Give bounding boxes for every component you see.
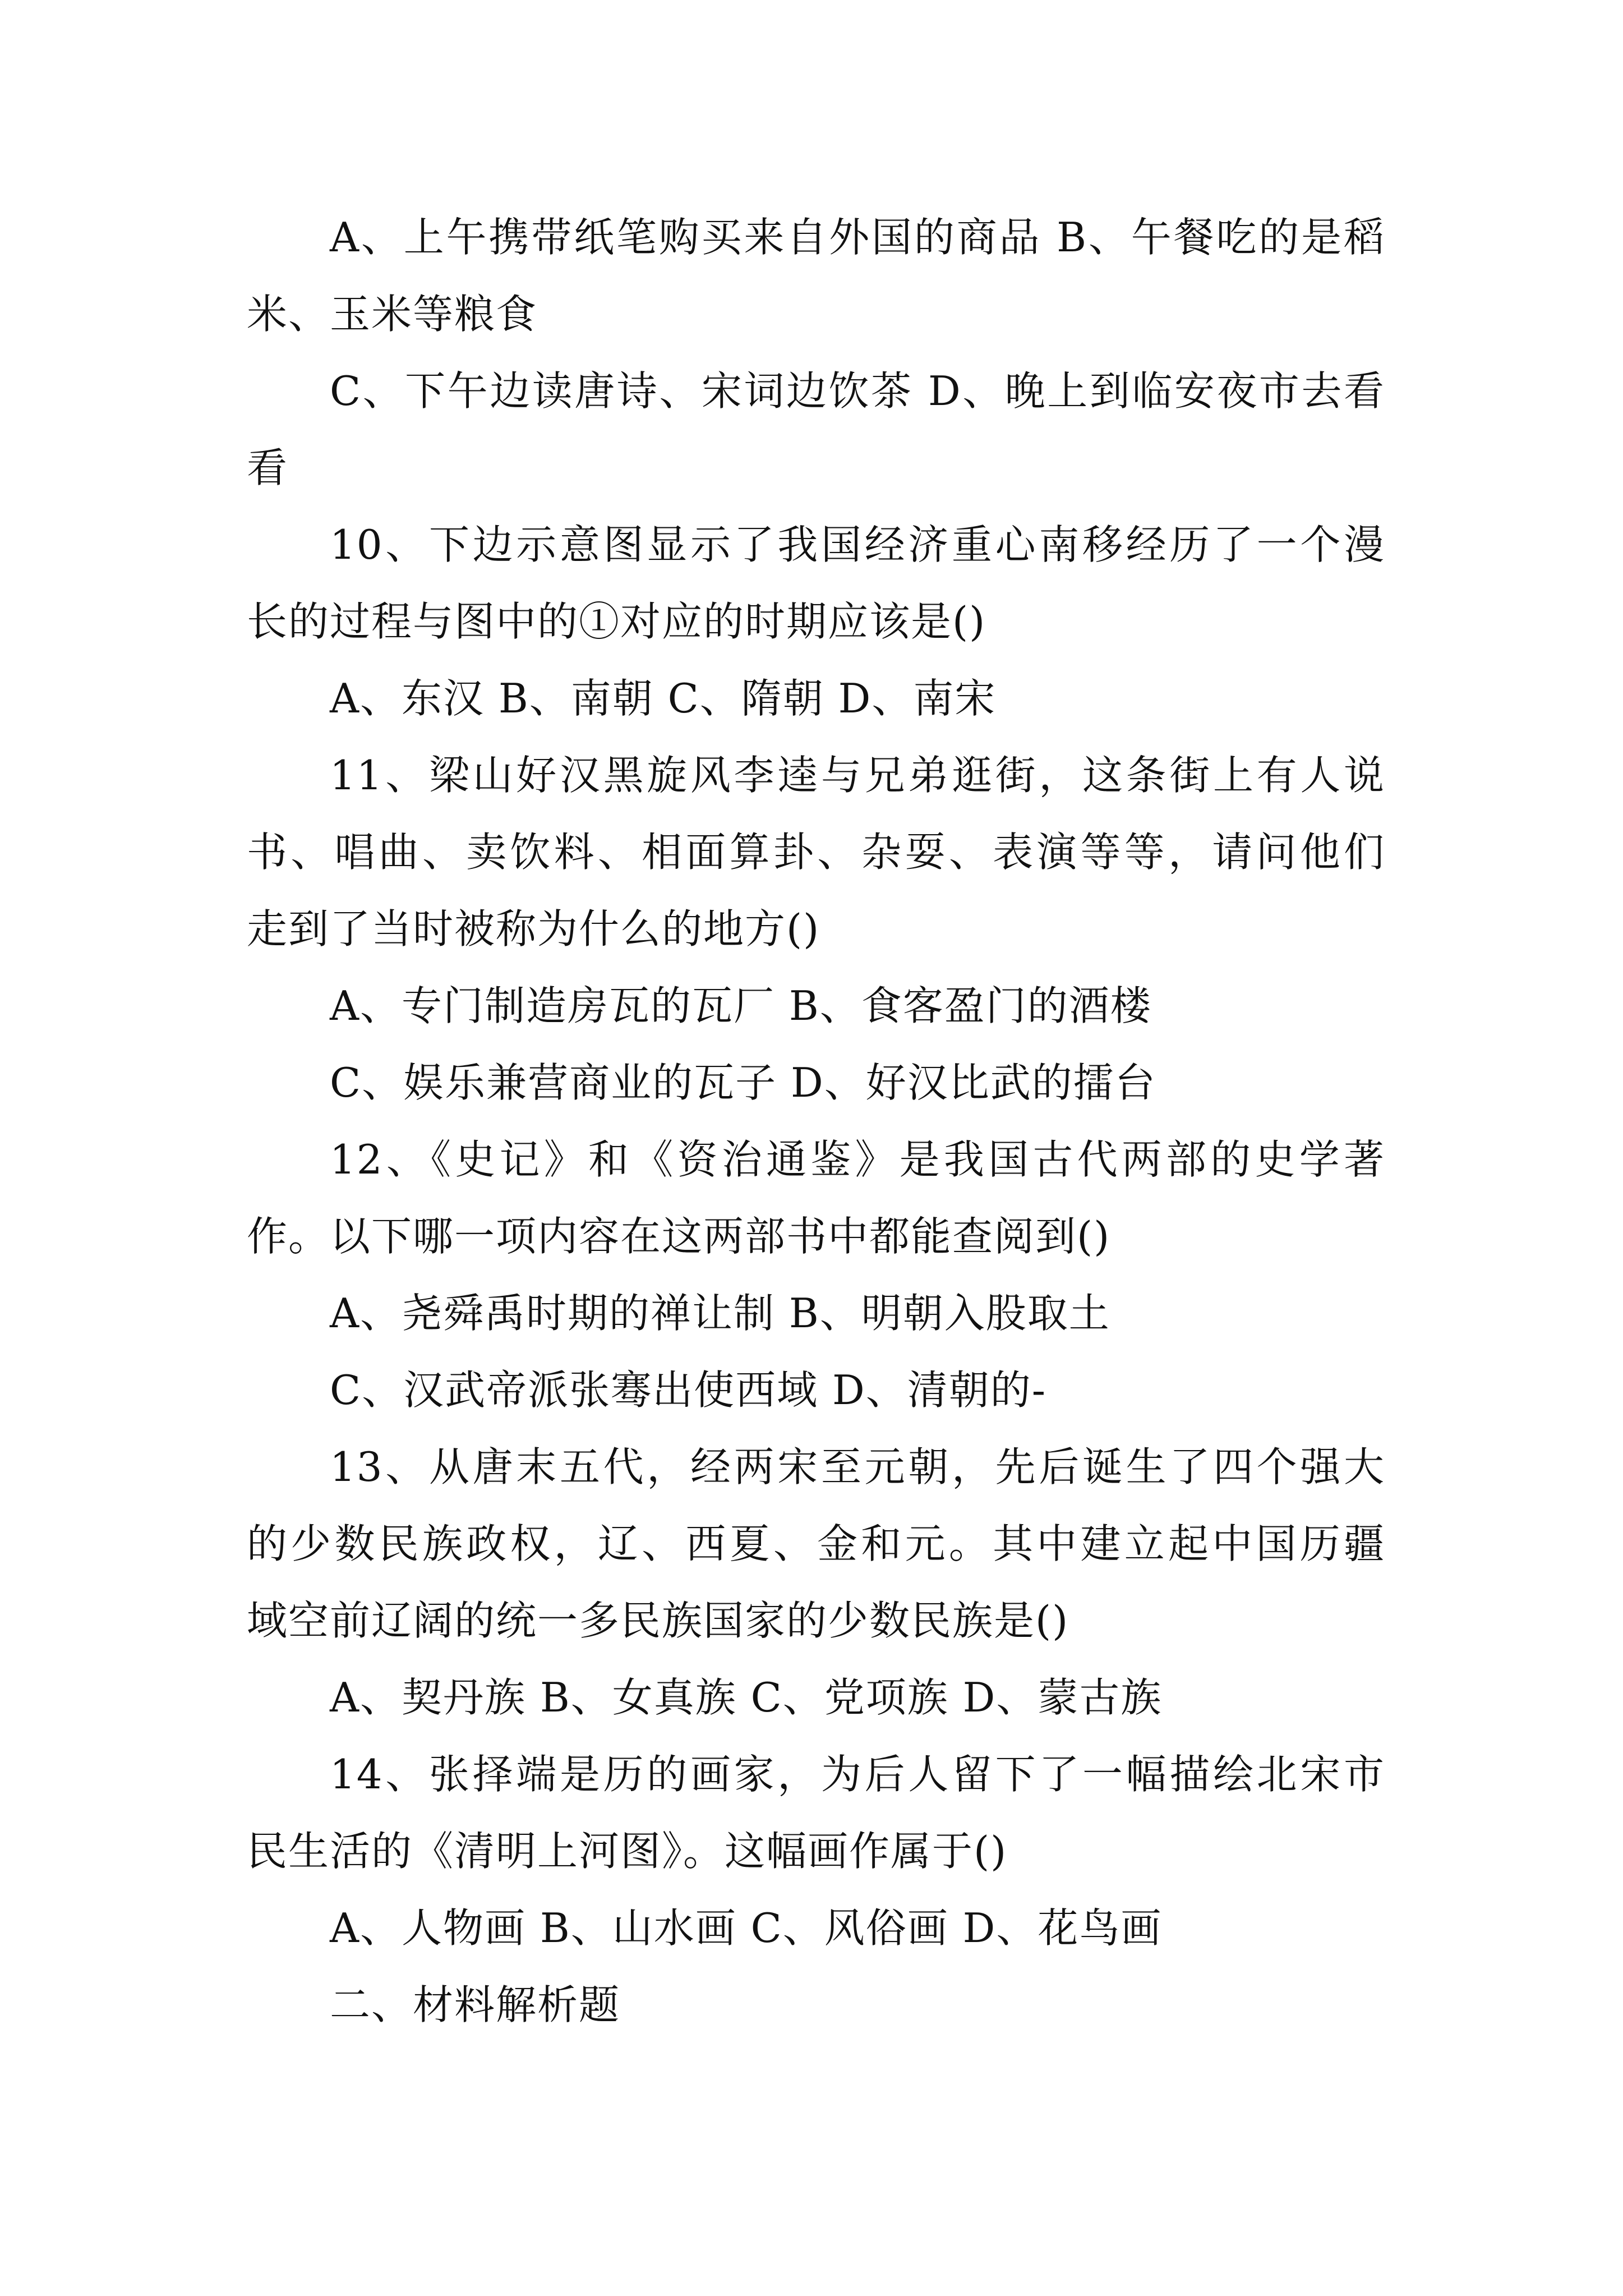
- question-10-options: A、东汉 B、南朝 C、隋朝 D、南宋: [330, 675, 997, 722]
- question-14-text-cont: 民生活的《清明上河图》。这幅画作属于(): [247, 1828, 1008, 1875]
- option-line-q9-ab-cont: 米、玉米等粮食: [247, 291, 538, 338]
- question-12-options-ab: A、尧舜禹时期的禅让制 B、明朝入股取土: [330, 1290, 1110, 1337]
- question-13-text-cont: 的少数民族政权，辽、西夏、金和元。其中建立起中国历疆: [247, 1520, 1385, 1567]
- question-11-text: 11、梁山好汉黑旋风李逵与兄弟逛街，这条街上有人说: [330, 752, 1385, 799]
- question-14-options: A、人物画 B、山水画 C、风俗画 D、花鸟画: [330, 1904, 1163, 1952]
- question-11-options-cd: C、娱乐兼营商业的瓦子 D、好汉比武的擂台: [330, 1059, 1156, 1106]
- document-page: [247, 199, 1385, 2044]
- question-13-text-cont-2: 域空前辽阔的统一多民族国家的少数民族是(): [247, 1597, 1069, 1644]
- question-14-text: 14、张择端是历的画家，为后人留下了一幅描绘北宋市: [330, 1751, 1385, 1798]
- question-11-options-ab: A、专门制造房瓦的瓦厂 B、食客盈门的酒楼: [330, 982, 1152, 1029]
- option-line-q9-cd-cont: 看: [247, 444, 289, 491]
- question-12-text-cont: 作。以下哪一项内容在这两部书中都能查阅到(): [247, 1213, 1111, 1260]
- question-11-text-cont: 书、唱曲、卖饮料、相面算卦、杂耍、表演等等，请问他们: [247, 829, 1385, 876]
- option-line-q9-ab: A、上午携带纸笔购买来自外国的商品 B、午餐吃的是稻: [330, 214, 1385, 261]
- question-12-text: 12、《史记》和《资治通鉴》是我国古代两部的史学著: [330, 1136, 1385, 1183]
- question-13-options: A、契丹族 B、女真族 C、党项族 D、蒙古族: [330, 1674, 1163, 1721]
- option-line-q9-cd: C、下午边读唐诗、宋词边饮茶 D、晚上到临安夜市去看: [330, 367, 1385, 415]
- section-heading: 二、材料解析题: [330, 1981, 621, 2028]
- question-10-text: 10、下边示意图显示了我国经济重心南移经历了一个漫: [330, 521, 1385, 568]
- question-12-options-cd: C、汉武帝派张骞出使西域 D、清朝的-: [330, 1366, 1047, 1414]
- question-11-text-cont-2: 走到了当时被称为什么的地方(): [247, 905, 820, 953]
- question-13-text: 13、从唐末五代，经两宋至元朝，先后诞生了四个强大: [330, 1443, 1385, 1490]
- question-10-text-cont: 长的过程与图中的①对应的时期应该是(): [247, 598, 986, 645]
